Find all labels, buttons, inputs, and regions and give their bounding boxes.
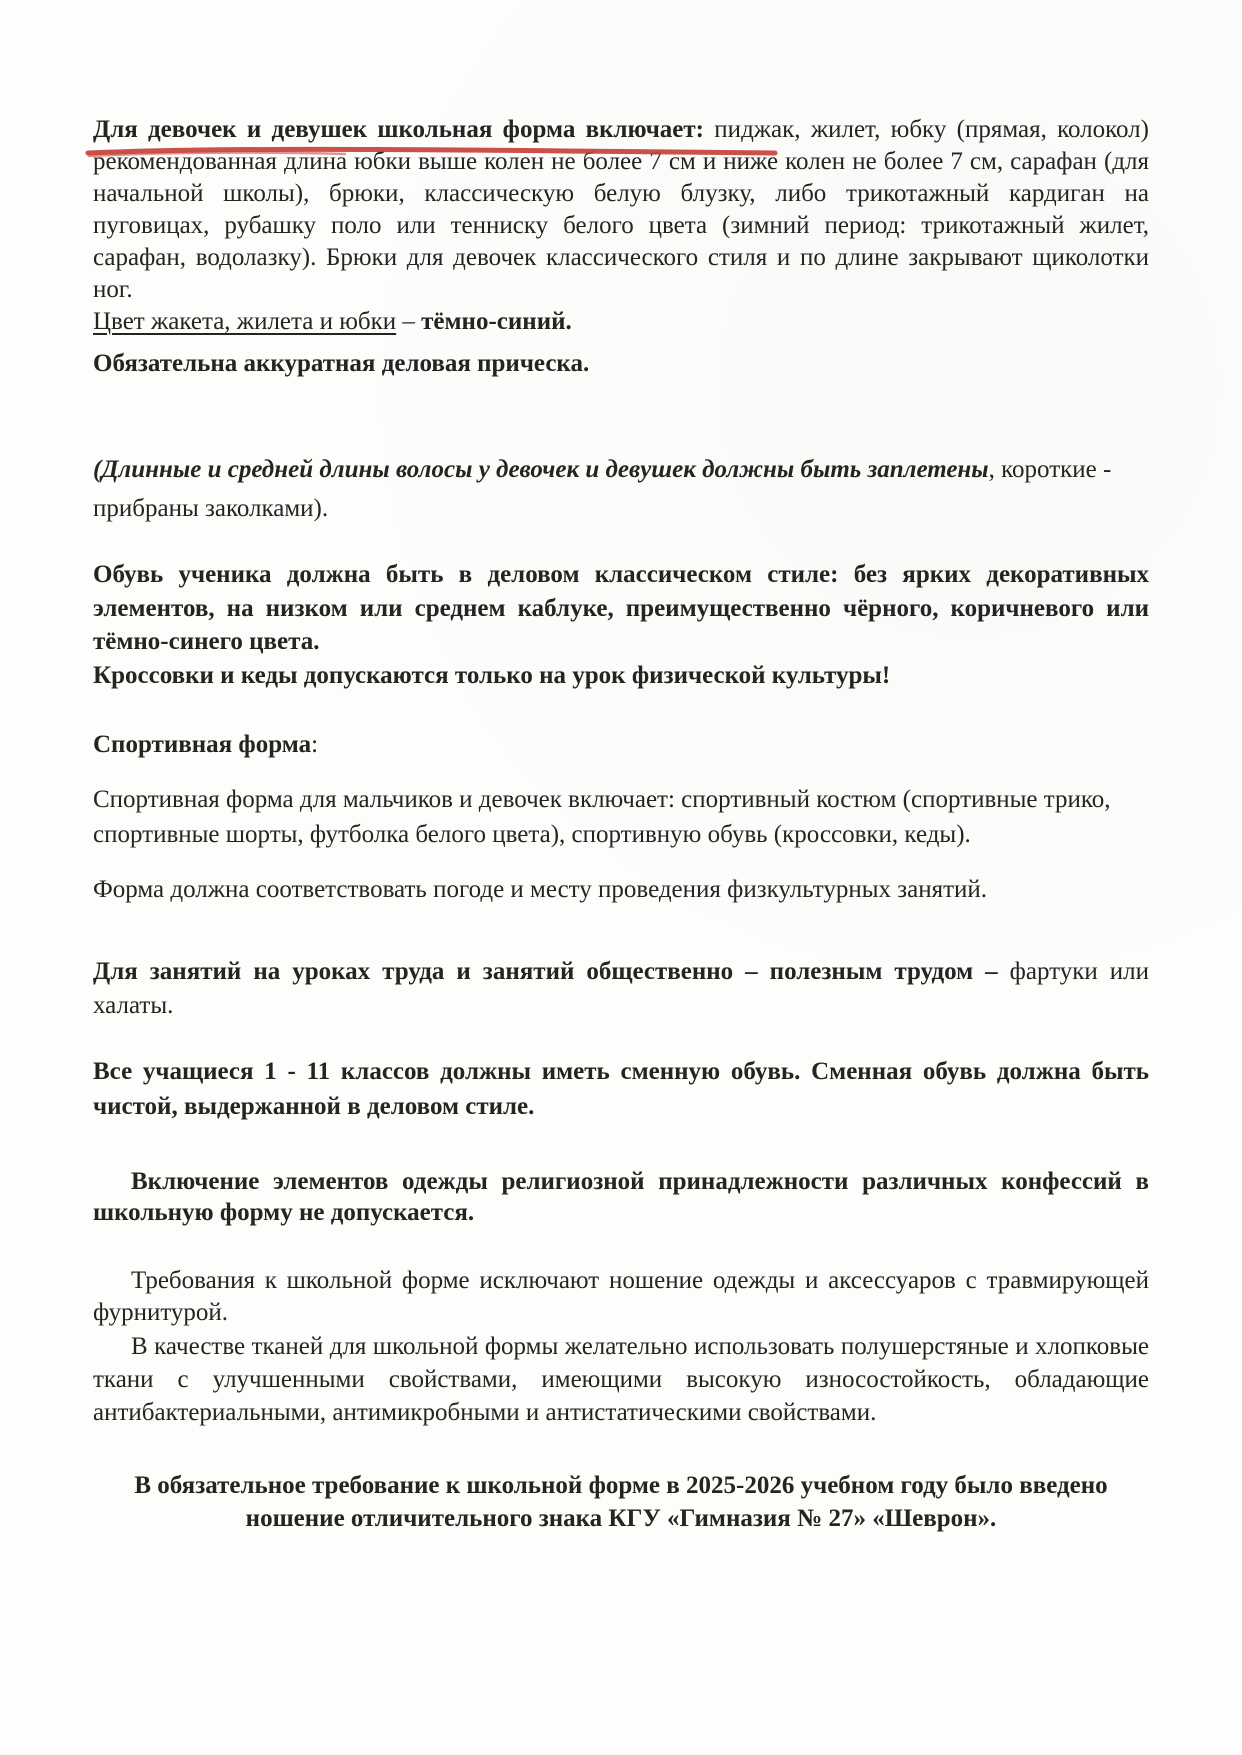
paragraph-fabrics: В качестве тканей для школьной формы желательно использовать полушерстяные и хлопковые ткани с улучшенными свойствами, имеющими высокую износостойкость, обладающие антибактериальными, антимикробными и антистатическими свойствами. [93,1333,1149,1426]
paragraph-traumatic-fittings: Требования к школьной форме исключают ношение одежды и аксессуаров с травмирующей фурнитурой. [93,1267,1149,1326]
paragraph-hair-note [93,450,1149,528]
labor-lessons-regular: фартуки или халаты. [93,958,1149,1019]
sport-uniform-heading-text: Спортивная форма [93,731,312,758]
paragraph-girls-uniform [93,114,1149,306]
paragraph-hairstyle: Обязательна аккуратная деловая прическа. [93,350,590,377]
uniform-color-dash: – [396,308,422,335]
line-uniform-color [93,306,1149,338]
hair-note-italic: (Длинные и средней длины волосы у девочек и девушек должны быть заплетены [93,456,989,483]
paragraph-religious-clothing: Включение элементов одежды религиозной принадлежности различных конфессий в школьную форму не допускается. [93,1168,1149,1226]
paragraph-chevron: В обязательное требование к школьной форме в 2025-2026 учебном году было введено ношение отличительного знака КГУ «Гимназия № 27» «Шеврон». [134,1472,1108,1532]
paragraph-labor-lessons [93,955,1149,1023]
paragraph-change-shoes: Все учащиеся 1 - 11 классов должны иметь сменную обувь. Сменная обувь должна быть чистой, выдержанной в деловом стиле. [93,1058,1149,1120]
girls-uniform-body: пиджак, жилет, юбку (прямая, колокол) рекомендованная длина юбки выше колен не более 7 см и ниже колен не более 7 см, сарафан (для начальной школы), брюки, классическую белую блузку, либо трикотажный кардиган на пуговицах, рубашку поло или тенниску белого цвета (зимний период: трикотажный жилет, сарафан, водолазку). Брюки для девочек классического стиля и по длине закрывают щиколотки ног. [93,116,1149,303]
girls-uniform-heading: Для девочек и девушек школьная форма включает: [93,116,705,143]
heading-sport-uniform [93,728,1149,761]
paragraph-shoes: Обувь ученика должна быть в деловом классическом стиле: без ярких декоративных элементов, на низком или среднем каблуке, преимущественно чёрного, коричневого или тёмно-синего цвета. [93,561,1149,655]
paragraph-sneakers-rule: Кроссовки и кеды допускаются только на урок физической культуры! [93,661,891,689]
uniform-color-value: тёмно-синий. [421,308,572,335]
hair-note-regular: , короткие - прибраны заколками). [93,456,1112,522]
labor-lessons-bold: Для занятий на уроках труда и занятий общественно – полезным трудом – [93,958,1010,985]
paragraph-sport-uniform: Спортивная форма для мальчиков и девочек включает: спортивный костюм (спортивные трико, спортивные шорты, футболка белого цвета), спортивную обувь (кроссовки, кеды). [93,786,1111,848]
sport-uniform-heading-colon: : [311,731,319,758]
uniform-color-subject: Цвет жакета, жилета и юбки [93,308,397,335]
paragraph-sport-weather: Форма должна соответствовать погоде и месту проведения физкультурных занятий. [93,876,988,903]
